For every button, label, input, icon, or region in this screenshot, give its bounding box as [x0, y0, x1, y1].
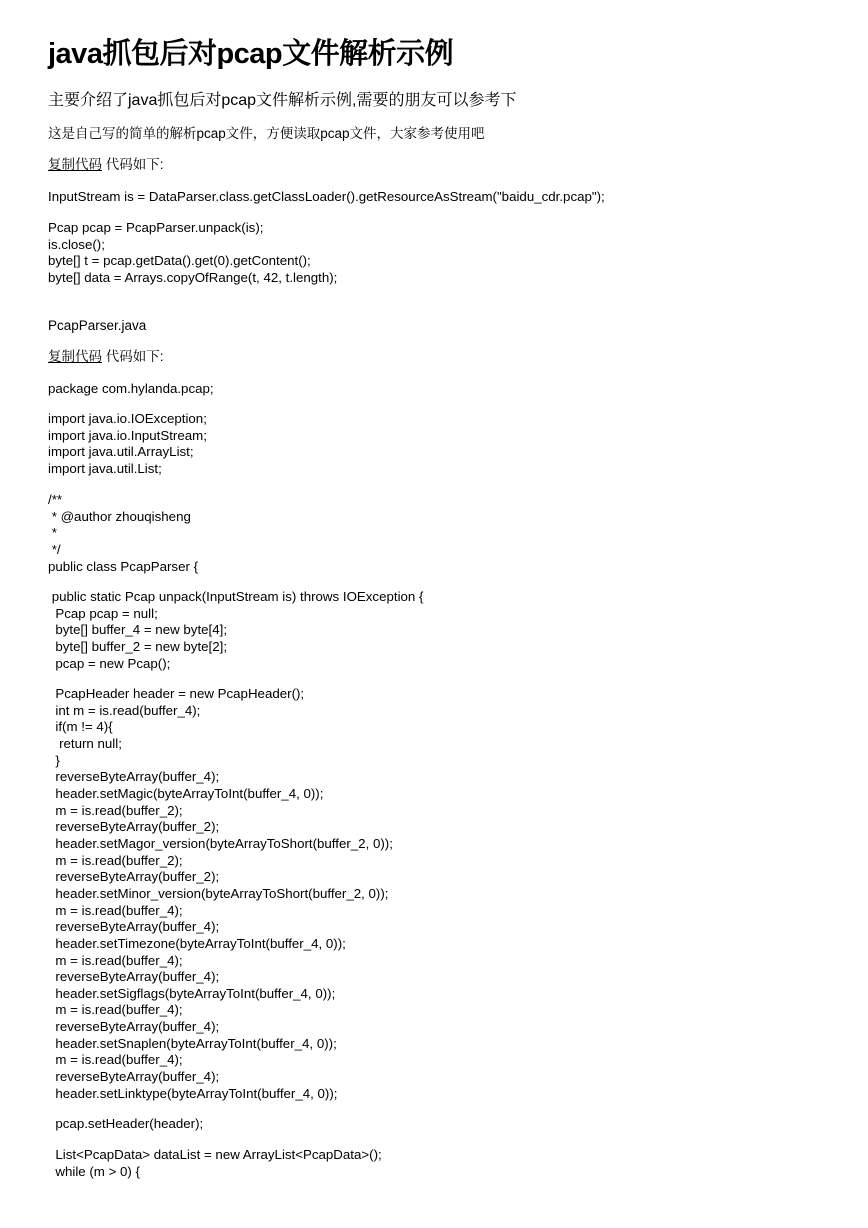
code-block-unpack: Pcap pcap = PcapParser.unpack(is); is.close(); byte[] t = pcap.getData().get(0).getContent(); byte[] data = Arrays.copyOfRange(t, 42, t.length); — [48, 220, 338, 285]
code-block-set-header: pcap.setHeader(header); — [48, 1116, 204, 1131]
code-header-label: 代码如下: — [102, 349, 164, 364]
code-block-imports: import java.io.IOException; import java.io.InputStream; import java.util.ArrayList; import java.util.List; — [48, 411, 207, 476]
code-block-method-start: public static Pcap unpack(InputStream is) throws IOException { Pcap pcap = null; byte[] buffer_4 = new byte[4]; byte[] buffer_2 = new byte[2]; pcap = new Pcap(); — [51, 589, 424, 671]
copy-code-link[interactable]: 复制代码 — [48, 349, 102, 364]
code-header-label: 代码如下: — [102, 157, 164, 172]
file-name-label: PcapParser.java — [48, 318, 147, 333]
copy-code-link[interactable]: 复制代码 — [48, 157, 102, 172]
code-header-1 — [48, 156, 164, 174]
intro-paragraph: 这是自己写的简单的解析pcap文件，方便读取pcap文件，大家参考使用吧 — [48, 126, 485, 141]
code-block-header-parse: PcapHeader header = new PcapHeader(); int m = is.read(buffer_4); if(m != 4){ return null; } reverseByteArray(buffer_4); header.setMagic(byteArrayToInt(buffer_4, 0)); m = is.read(buffer_2); reverseByteArray(buffer_2); header.setMagor_version(byteArrayToShort(buffer_2, 0)); m = is.read(buffer_2); reverseByteArray(buffer_2); header.setMinor_version(byteArrayToShort(buffer_2, 0)); m = is.read(buffer_4); reverseByteArray(buffer_4); header.setTimezone(byteArrayToInt(buffer_4, 0)); m = is.read(buffer_4); reverseByteArray(buffer_4); header.setSigflags(byteArrayToInt(buffer_4, 0)); m = is.read(buffer_4); reverseByteArray(buffer_4); header.setSnaplen(byteArrayToInt(buffer_4, 0)); m = is.read(buffer_4); reverseByteArray(buffer_4); header.setLinktype(byteArrayToInt(buffer_4, 0)); — [55, 686, 393, 1101]
code-block-class-header: /** * @author zhouqisheng * */ public class PcapParser { — [48, 492, 199, 574]
code-block-load-stream: InputStream is = DataParser.class.getClassLoader().getResourceAsStream("baidu_cdr.pcap"); — [48, 189, 605, 204]
code-header-2 — [48, 348, 164, 366]
article-summary: 主要介绍了java抓包后对pcap文件解析示例,需要的朋友可以参考下 — [48, 92, 517, 109]
code-block-data-list: List<PcapData> dataList = new ArrayList<PcapData>(); while (m > 0) { — [55, 1147, 382, 1179]
page-title: java抓包后对pcap文件解析示例 — [48, 38, 454, 70]
code-block-package: package com.hylanda.pcap; — [48, 381, 214, 396]
